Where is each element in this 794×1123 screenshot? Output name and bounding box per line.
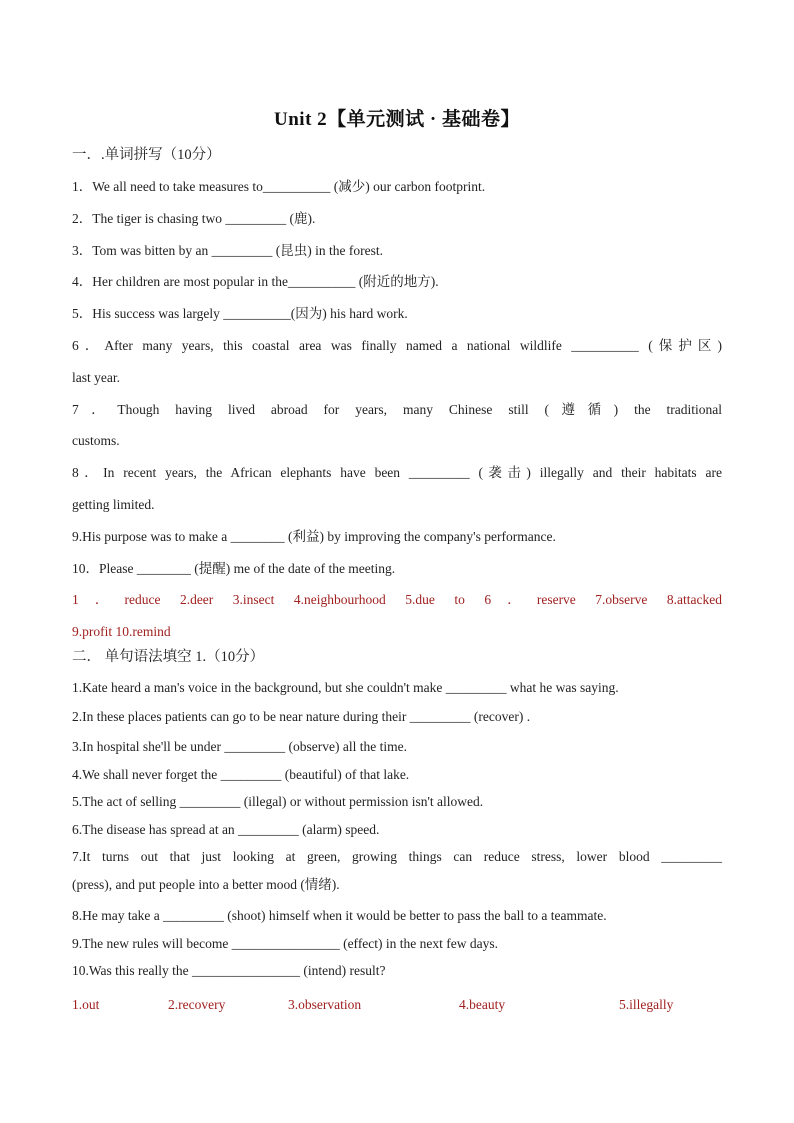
- question-line-continued: customs.: [72, 433, 120, 448]
- question-line: 10.Was this really the ________________ (intend) result?: [72, 963, 386, 978]
- question-line: 6．After many years, this coastal area was finally named a national wildlife __________ (保护区): [72, 338, 722, 353]
- page-title: Unit 2【单元测试 · 基础卷】: [274, 109, 520, 130]
- question-line: 1．We all need to take measures to__________ (减少) our carbon footprint.: [72, 179, 486, 194]
- answer-key-item: 1.out: [72, 997, 100, 1012]
- answer-key-item: 5.illegally: [619, 997, 674, 1012]
- question-line-continued: (press), and put people into a better mood (情绪).: [72, 877, 340, 892]
- question-line: 7．Though having lived abroad for years, many Chinese still (遵循) the traditional: [72, 402, 722, 417]
- question-line: 5.The act of selling _________ (illegal) or without permission isn't allowed.: [72, 794, 484, 809]
- question-line: 6.The disease has spread at an _________ (alarm) speed.: [72, 822, 380, 837]
- question-line: 2．The tiger is chasing two _________ (鹿).: [72, 211, 316, 226]
- question-line: 1.Kate heard a man's voice in the background, but she couldn't make _________ what he was saying.: [72, 680, 619, 695]
- answer-key-line: 9.profit 10.remind: [72, 624, 171, 639]
- question-line: 3.In hospital she'll be under _________ (observe) all the time.: [72, 739, 407, 754]
- answer-key-item: 2.recovery: [168, 997, 226, 1012]
- question-line: 7.It turns out that just looking at green, growing things can reduce stress, lower blood _________: [72, 849, 722, 864]
- answer-key-line: 1．reduce 2.deer 3.insect 4.neighbourhood 5.due to 6．reserve 7.observe 8.attacked: [72, 592, 722, 607]
- section-1-heading: 一．.单词拼写（10分）: [72, 147, 221, 163]
- question-line: 2.In these places patients can go to be near nature during their _________ (recover) .: [72, 709, 531, 724]
- question-line: 10．Please ________ (提醒) me of the date of the meeting.: [72, 561, 396, 576]
- question-line: 9.His purpose was to make a ________ (利益) by improving the company's performance.: [72, 529, 556, 544]
- question-line: 4.We shall never forget the _________ (beautiful) of that lake.: [72, 767, 410, 782]
- section-2-heading: 二． 单句语法填空 1.（10分）: [72, 649, 265, 665]
- question-line-continued: last year.: [72, 370, 120, 385]
- question-line: 5．His success was largely __________(因为) his hard work.: [72, 306, 408, 321]
- question-line: 4．Her children are most popular in the__________ (附近的地方).: [72, 274, 439, 289]
- answer-key-item: 4.beauty: [459, 997, 506, 1012]
- question-line: 8．In recent years, the African elephants have been _________ (袭击) illegally and their habitats are: [72, 465, 722, 480]
- question-line: 3．Tom was bitten by an _________ (昆虫) in the forest.: [72, 243, 384, 258]
- question-line: 8.He may take a _________ (shoot) himself when it would be better to pass the ball to a teammate.: [72, 908, 607, 923]
- question-line: 9.The new rules will become ________________ (effect) in the next few days.: [72, 936, 499, 951]
- question-line-continued: getting limited.: [72, 497, 155, 512]
- answer-key-item: 3.observation: [288, 997, 362, 1012]
